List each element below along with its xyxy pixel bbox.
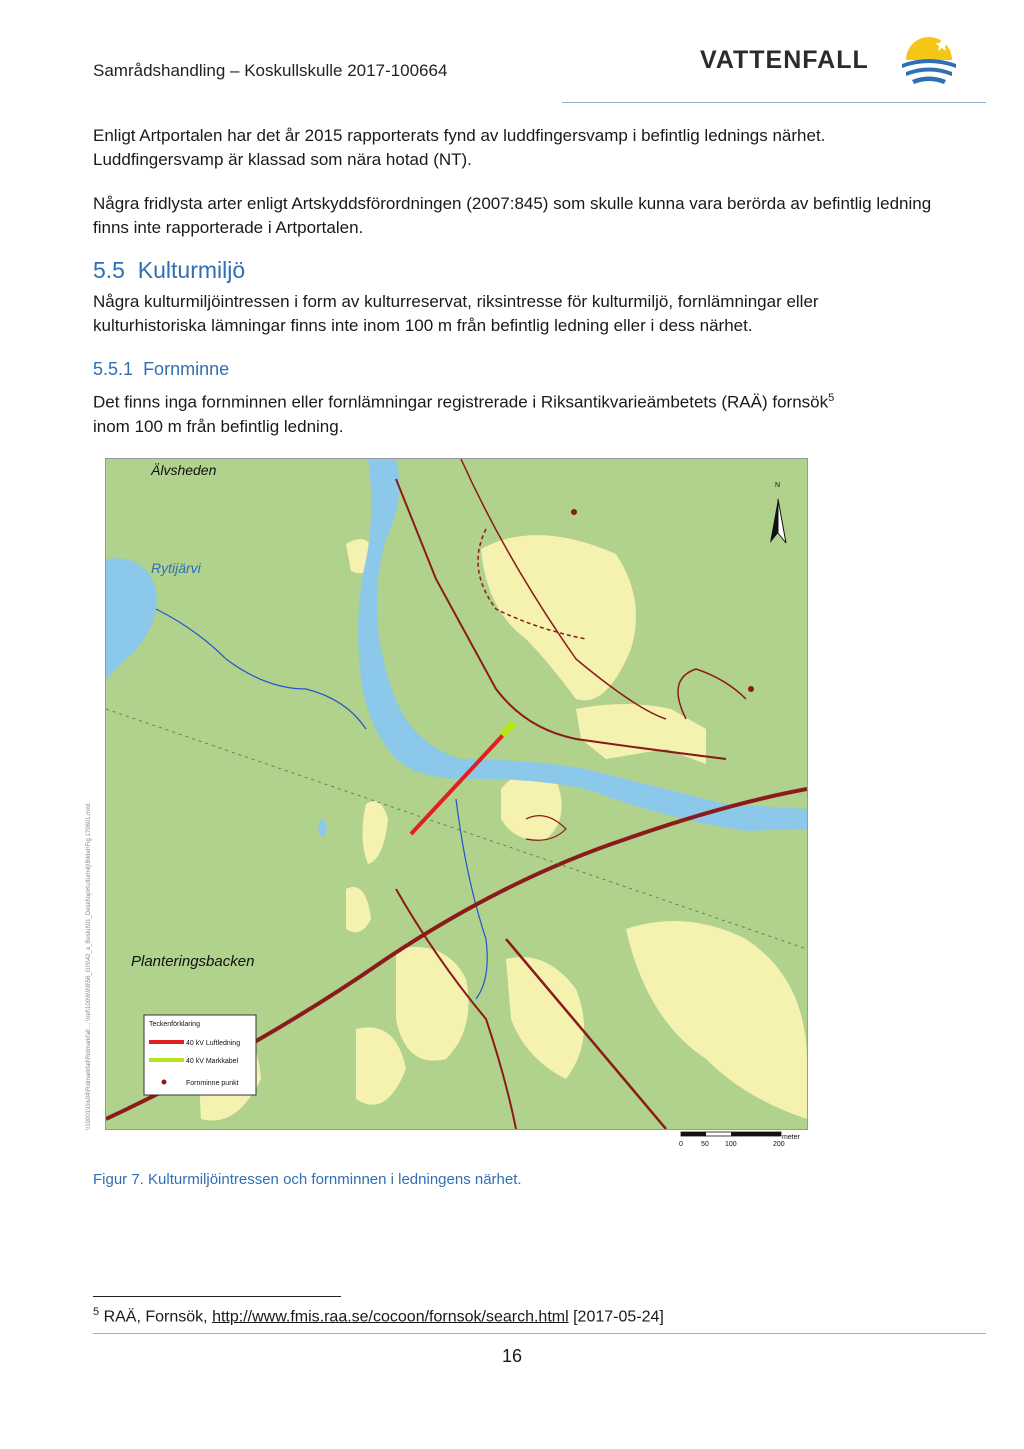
- map-scalebar: [676, 1130, 806, 1152]
- logo-wordmark: VATTENFALL: [700, 46, 869, 74]
- scale-unit: meter: [782, 1134, 800, 1141]
- footnote-link[interactable]: http://www.fmis.raa.se/cocoon/fornsok/search.html: [212, 1308, 569, 1326]
- footer-rule: [93, 1333, 986, 1334]
- map-legend: [144, 1015, 256, 1095]
- north-label: N: [775, 482, 781, 489]
- map-canvas: [106, 459, 807, 1129]
- fornminne-point: [748, 686, 754, 692]
- page-number: 16: [501, 1346, 523, 1366]
- map-source-path: \\10001\Gis04\Ridmarkfall\Ridmarkfall ... \\ref\100\6\9\8\56_GIS\42_a_Beslut\01_Deskt\op\Kulturmilj\Bilder\Fig 170601.mxd: [86, 803, 92, 1130]
- vattenfall-sun-icon: [898, 30, 960, 92]
- legend-label-fornminne: Fornminne punkt: [186, 1080, 239, 1087]
- footnote-date: [2017-05-24]: [573, 1308, 664, 1326]
- footnote-number: 5: [93, 1306, 100, 1318]
- subsection-body: [93, 386, 933, 439]
- subsection-heading: [93, 359, 229, 380]
- vattenfall-logo: [700, 30, 960, 94]
- header-rule: [562, 102, 986, 103]
- scale-tick: 50: [701, 1141, 709, 1148]
- scale-tick: 100: [725, 1141, 737, 1148]
- subsection-body-text: Det finns inga fornminnen eller fornlämningar registrerade i Riksantikvarieämbetets (RAÄ) fornsök: [93, 392, 829, 412]
- scale-tick: 200: [773, 1141, 785, 1148]
- section-title: Kulturmiljö: [137, 257, 246, 283]
- section-heading: [93, 257, 245, 284]
- figure-caption: Figur 7. Kulturmiljöintressen och fornminnen i ledningens närhet.: [93, 1171, 522, 1188]
- map-figure: [105, 458, 808, 1130]
- footnote-rule: [93, 1296, 341, 1297]
- legend-swatch-fornminne: [162, 1080, 167, 1085]
- place-label-rytijarvi: Rytijärvi: [151, 560, 201, 576]
- place-label-planteringsbacken: Planteringsbacken: [131, 953, 255, 970]
- subsection-number: 5.5.1: [93, 359, 134, 379]
- section-body: Några kulturmiljöintressen i form av kulturreservat, riksintresse för kulturmiljö, fornlämningar eller kulturhistoriska lämningar finns inte inom 100 m från befintlig ledning eller i dess närhet.: [93, 292, 819, 335]
- subsection-body-end: inom 100 m från befintlig ledning.: [93, 416, 344, 436]
- scale-tick: 0: [679, 1141, 683, 1148]
- footnote: [93, 1306, 664, 1326]
- paragraph-luddfingersvamp: Enligt Artportalen har det år 2015 rapporterats fynd av luddfingersvamp i befintlig lednings närhet. Luddfingersvamp är klassad som nära hotad (NT).: [93, 126, 826, 169]
- footnote-reference[interactable]: 5: [828, 392, 835, 404]
- legend-label-cable: 40 kV Markkabel: [186, 1058, 239, 1065]
- paragraph-fridlysta-arter: Några fridlysta arter enligt Artskyddsförordningen (2007:845) som skulle kunna vara berörda av befintlig ledning finns inte rapporterade i Artportalen.: [93, 194, 932, 237]
- document-header-title: Samrådshandling – Koskullskulle 2017-100664: [93, 61, 448, 80]
- fornminne-point: [571, 509, 577, 515]
- legend-label-overhead: 40 kV Luftledning: [186, 1040, 241, 1047]
- subsection-title: Fornminne: [143, 359, 230, 379]
- place-label-alvsheden: Älvsheden: [151, 462, 217, 478]
- footnote-text: RAÄ, Fornsök,: [103, 1308, 208, 1326]
- section-number: 5.5: [93, 257, 125, 283]
- legend-title: Teckenförklaring: [149, 1021, 200, 1028]
